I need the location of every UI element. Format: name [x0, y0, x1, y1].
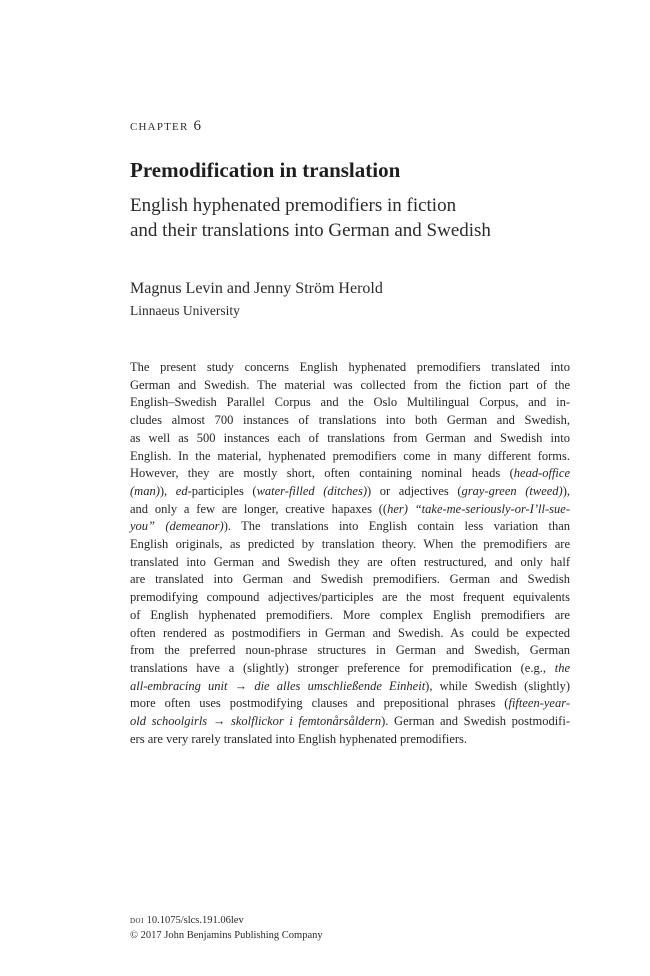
abstract-line: English–Swedish Parallel Corpus and the Oslo Multilingual Corpus, and in-	[130, 395, 570, 410]
affiliation: Linnaeus University	[130, 303, 240, 318]
abstract-text: ),	[159, 483, 176, 498]
abstract-text: -participles (	[187, 483, 257, 498]
abstract-text: and only a few are longer, creative hapaxes ((	[130, 501, 388, 516]
page-footer	[130, 913, 323, 943]
abstract-example: her) “take-me-seriously-or-I’ll-sue-	[387, 501, 570, 516]
abstract-line	[130, 465, 570, 483]
abstract-line	[130, 695, 570, 713]
chapter-number: 6	[193, 118, 203, 134]
abstract-line: English originals, as predicted by translation theory. When the premodifiers are	[130, 537, 570, 552]
abstract-line: often rendered as postmodifiers in German and Swedish. As could be expected	[130, 625, 570, 640]
abstract-example: (man)	[130, 483, 160, 498]
abstract-example: all-embracing unit → die alles umschließende Einheit	[130, 678, 426, 693]
abstract-line: ers are very rarely translated into English hyphenated premodifiers.	[130, 731, 468, 746]
abstract-example: the	[554, 660, 570, 675]
abstract-line: translated into German and Swedish they are often restructured, and only half	[130, 554, 570, 569]
chapter-word: chapter	[130, 118, 189, 134]
abstract-line	[130, 483, 570, 501]
abstract-text: ) or adjectives (	[367, 483, 462, 498]
abstract-text: more often uses postmodifying clauses and prepositional phrases (	[130, 696, 509, 711]
abstract-line	[130, 678, 570, 696]
abstract-line: cludes almost 700 instances of translations into both German and Swedish,	[130, 413, 570, 428]
abstract-line: The present study concerns English hyphenated premodifiers translated into	[130, 360, 570, 374]
abstract-line: premodifying compound adjectives/participles are the most frequent equivalents	[130, 590, 570, 605]
abstract-text: ). German and Swedish postmodifi-	[381, 714, 570, 729]
copyright: © 2017 John Benjamins Publishing Company	[130, 930, 323, 941]
subtitle-line-1: English hyphenated premodifiers in fiction	[130, 195, 457, 216]
abstract-example: old schoolgirls → skolflickor i femtonårsåldern	[130, 714, 382, 729]
abstract-line	[130, 501, 570, 519]
doi	[130, 913, 323, 928]
abstract-example: ed	[175, 483, 188, 498]
abstract-line	[130, 660, 570, 678]
abstract-text: ),	[562, 483, 571, 498]
abstract-line: as well as 500 instances each of translations from German and Swedish into	[130, 430, 570, 445]
doi-value: 10.1075/slcs.191.06lev	[146, 915, 244, 926]
chapter-subtitle	[130, 193, 610, 243]
abstract	[130, 359, 570, 748]
subtitle-line-2: and their translations into German and Swedish	[130, 220, 491, 241]
abstract-example: head-office	[513, 466, 570, 481]
abstract-line: from the preferred noun-phrase structures in German and Swedish, German	[130, 643, 570, 658]
abstract-line: German and Swedish. The material was collected from the fiction part of the	[130, 377, 570, 392]
abstract-text: ). The translations into English contain less variation than	[223, 519, 570, 534]
abstract-text: However, they are mostly short, often containing nominal heads (	[130, 466, 514, 481]
abstract-example: fifteen-year-	[508, 696, 570, 711]
abstract-line: English. In the material, hyphenated premodifiers come in many different forms.	[130, 448, 570, 463]
authors: Magnus Levin and Jenny Ström Herold	[130, 280, 383, 297]
abstract-line: are translated into German and Swedish premodifiers. German and Swedish	[130, 572, 570, 587]
abstract-example: you” (demeanor)	[130, 519, 224, 534]
abstract-example: water-filled (ditches)	[256, 483, 367, 498]
abstract-line	[130, 713, 570, 731]
abstract-text: ), while Swedish (slightly)	[425, 678, 570, 693]
chapter-label	[130, 118, 202, 135]
abstract-example: gray-green (tweed)	[461, 483, 563, 498]
chapter-title: Premodification in translation	[130, 158, 401, 182]
abstract-line: of English hyphenated premodifiers. More complex English premodifiers are	[130, 607, 570, 622]
abstract-line	[130, 518, 570, 536]
abstract-text: translations have a (slightly) stronger preference for premodification (e.g.,	[130, 660, 555, 675]
doi-prefix: doi	[130, 915, 144, 926]
